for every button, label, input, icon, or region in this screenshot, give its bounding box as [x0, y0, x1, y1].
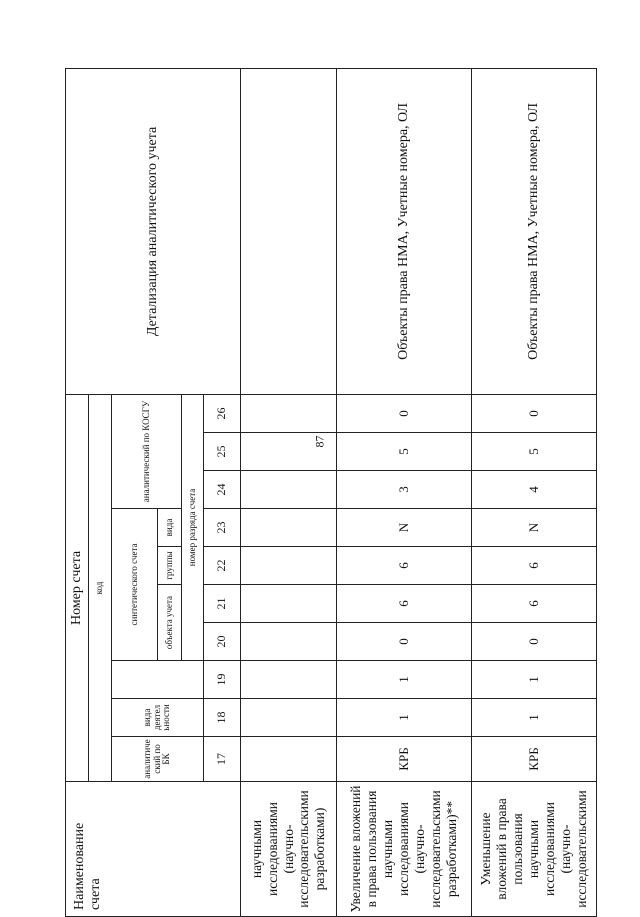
row-cell: [241, 433, 337, 471]
header-account-number: Номер счета: [66, 394, 89, 781]
row-cell: [241, 737, 337, 782]
row-cell: 0: [337, 623, 472, 661]
header-activity-type: вида деятел ьности: [112, 699, 204, 737]
row-cell: [241, 585, 337, 623]
row-detail: [241, 68, 337, 394]
row-cell: 6: [472, 547, 597, 585]
row-cell: [241, 699, 337, 737]
account-table: [65, 68, 597, 917]
header-analytical-kosgu: аналитический по КОСГУ: [112, 394, 182, 508]
table-row: [241, 68, 337, 916]
row-cell: КРБ: [337, 737, 472, 782]
table-row: [337, 68, 472, 916]
row-cell: 3: [337, 471, 472, 509]
row-cell: 6: [472, 585, 597, 623]
row-cell: 1: [472, 661, 597, 699]
row-cell: 0: [472, 623, 597, 661]
digit-19: 19: [204, 661, 241, 699]
row-cell: 5: [472, 433, 597, 471]
row-cell: 6: [337, 547, 472, 585]
digit-20: 20: [204, 623, 241, 661]
digit-21: 21: [204, 585, 241, 623]
row-cell: [241, 623, 337, 661]
row-cell: 1: [337, 699, 472, 737]
header-group: группы: [158, 547, 182, 585]
row-detail: Объекты права НМА, Учетные номера, ОЛ: [337, 68, 472, 394]
row-account-name: Увеличение вложений в права пользования научными исследованиями (научно-исследовательскими разработками)**: [337, 782, 472, 917]
row-detail: Объекты права НМА, Учетные номера, ОЛ: [472, 68, 597, 394]
digit-23: 23: [204, 509, 241, 547]
digit-22: 22: [204, 547, 241, 585]
page-number: 87: [312, 435, 327, 448]
row-account-name: научными исследованиями (научно-исследовательскими разработками): [241, 782, 337, 917]
row-cell: [241, 471, 337, 509]
digit-25: 25: [204, 433, 241, 471]
row-cell: [241, 661, 337, 699]
digit-17: 17: [204, 737, 241, 782]
digit-24: 24: [204, 471, 241, 509]
header-analytical-bk: аналитиче ский по БК: [112, 737, 204, 782]
row-cell: КРБ: [472, 737, 597, 782]
header-detail: Детализация аналитического учета: [66, 68, 241, 394]
header-synthetic-account: синтетического счета: [112, 509, 158, 661]
header-kind: вида: [158, 509, 182, 547]
row-cell: 6: [337, 585, 472, 623]
digit-26: 26: [204, 394, 241, 432]
row-cell: N: [472, 509, 597, 547]
header-account-name: Наименование счета: [66, 782, 241, 917]
row-cell: 1: [472, 699, 597, 737]
row-cell: [241, 394, 337, 432]
row-cell: [241, 509, 337, 547]
header-digit-number: номер разряда счета: [182, 394, 204, 660]
row-cell: 1: [337, 661, 472, 699]
header-digit-19-blank: [112, 661, 204, 699]
header-code: код: [89, 394, 112, 781]
digit-18: 18: [204, 699, 241, 737]
row-cell: [241, 547, 337, 585]
row-cell: 0: [472, 394, 597, 432]
row-account-name: Уменьшение вложений в права пользования научными исследованиями (научно-исследовательскими: [472, 782, 597, 917]
rotated-table-area: [65, 69, 589, 917]
row-cell: 5: [337, 433, 472, 471]
row-cell: N: [337, 509, 472, 547]
header-accounting-object: объекта учета: [158, 585, 182, 661]
table-row: [472, 68, 597, 916]
row-cell: 0: [337, 394, 472, 432]
row-cell: 4: [472, 471, 597, 509]
